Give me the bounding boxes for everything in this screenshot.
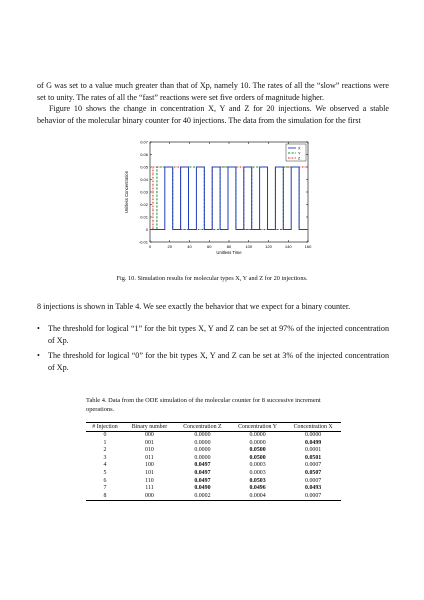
table-cell: 0.0501 <box>305 454 322 461</box>
table-cell: 111 <box>145 485 154 492</box>
table-cell: 7 <box>103 485 107 492</box>
table-cell: 0.0000 <box>194 439 211 446</box>
x-tick-label: 80 <box>226 244 232 249</box>
table-cell: 0 <box>103 432 107 438</box>
table-cell: 2 <box>103 447 107 454</box>
table-cell: 0.0499 <box>305 439 322 446</box>
table-row <box>86 485 341 493</box>
table-cell: 0.0497 <box>194 469 211 476</box>
table-cell: 0.0000 <box>194 454 211 461</box>
table-cell: 8 <box>86 493 124 501</box>
y-tick-label: 0.04 <box>140 176 148 182</box>
table-header-cell: Binary number <box>124 423 175 432</box>
x-tick-label: 140 <box>284 244 292 249</box>
table-cell: 0.0002 <box>175 493 230 501</box>
table-row <box>86 455 341 463</box>
table-cell: 0.0000 <box>305 432 322 438</box>
table-cell: 3 <box>103 454 107 461</box>
y-axis-label: Unitless Concentration <box>124 170 129 214</box>
y-tick-label: 0.01 <box>140 214 148 220</box>
table-cell: 0.0497 <box>194 462 211 469</box>
table-cell: 0.0003 <box>249 462 266 469</box>
table-cell: 5 <box>103 469 107 476</box>
x-tick-label: 120 <box>265 244 272 249</box>
table-cell: 100 <box>145 462 154 469</box>
table-cell: 0.0493 <box>305 485 322 492</box>
y-tick-label: 0.05 <box>140 164 148 170</box>
table-header-cell: # Injection <box>86 423 124 432</box>
table-cell: 0.0507 <box>305 469 322 476</box>
x-tick-label: 60 <box>207 244 212 249</box>
x-tick-label: 160 <box>304 244 312 249</box>
table-cell: 0.0503 <box>249 477 266 484</box>
table-cell: 110 <box>145 477 154 484</box>
y-tick-label: 0.03 <box>140 189 148 195</box>
table-cell: 0.0500 <box>249 454 266 461</box>
x-tick-label: 100 <box>245 244 253 249</box>
threshold-list <box>37 323 389 377</box>
table-row <box>86 470 341 478</box>
table-cell: 0.0007 <box>305 477 322 484</box>
table-row <box>86 493 341 501</box>
table-cell: 0.0000 <box>249 439 266 446</box>
table-cell: 001 <box>145 439 154 446</box>
y-tick-label: 0.02 <box>140 201 148 207</box>
x-axis-label: Unitless Time <box>216 250 242 255</box>
x-tick-label: 40 <box>187 244 192 249</box>
table-header-cell: Concentration X <box>285 423 341 432</box>
table-row <box>86 440 341 448</box>
table-header-cell: Concentration Y <box>230 423 285 432</box>
y-tick-label: -0.01 <box>138 239 148 245</box>
x-tick-label: 0 <box>148 244 152 249</box>
legend-label: Y <box>298 151 301 156</box>
table-row <box>86 462 341 470</box>
table-cell: 0.0500 <box>249 447 266 454</box>
table-cell: 000 <box>145 432 154 438</box>
table-caption: Table 4. Data from the ODE simulation of the molecular counter for 8 successive increment operations. <box>86 397 321 413</box>
list-item: • The threshold for logical “0” for the bit types X, Y and Z can be set at 3% of the injected concentration of Xp. <box>37 351 389 372</box>
table-cell: 0.0007 <box>285 493 341 501</box>
paragraph-table-ref: 8 injections is shown in Table 4. We see exactly the behavior that we expect for a binary counter. <box>37 302 351 311</box>
simulation-figure <box>110 138 316 268</box>
paragraph-figure-intro: Figure 10 shows the change in concentration X, Y and Z for 20 injections. We observed a stable behavior of the molecular binary counter for 40 injections. The data from the simulation for the first <box>37 104 389 125</box>
x-tick-label: 20 <box>167 244 172 249</box>
y-tick-label: 0.07 <box>140 139 148 145</box>
table-cell: 1 <box>103 439 107 446</box>
legend-label: Z <box>298 156 301 161</box>
list-item: • The threshold for logical “1” for the bit types X, Y and Z can be set at 97% of the injected concentration of Xp. <box>37 324 389 345</box>
table-row <box>86 478 341 486</box>
table-cell: 0.0003 <box>249 469 266 476</box>
table-cell: 0.0000 <box>194 432 211 438</box>
table-cell: 0.0001 <box>305 447 322 454</box>
table-cell: 011 <box>145 454 154 461</box>
table-cell: 4 <box>103 462 107 469</box>
table-cell: 0.0004 <box>230 493 285 501</box>
table-cell: 000 <box>124 493 175 501</box>
table-cell: 010 <box>145 447 154 454</box>
table-cell: 6 <box>103 477 107 484</box>
paragraph-continued: of G was set to a value much greater than that of Xp, namely 10. The rates of all the “slow” reactions were set to unity. The rates of all the “fast” reactions were set five orders of magnitude higher. <box>37 81 389 102</box>
table-row <box>86 432 341 440</box>
table-cell: 0.0490 <box>194 485 211 492</box>
table-cell: 0.0496 <box>249 485 266 492</box>
figure-caption: Fig. 10. Simulation results for molecular types X, Y and Z for 20 injections. <box>116 275 308 282</box>
table-cell: 0.0007 <box>305 462 322 469</box>
legend-label: X <box>298 146 301 151</box>
data-table <box>86 422 341 501</box>
table-cell: 0.0000 <box>249 432 266 438</box>
y-tick-label: 0 <box>145 226 148 232</box>
table-header-cell: Concentration Z <box>175 423 230 432</box>
table-cell: 0.0000 <box>194 447 211 454</box>
table-cell: 101 <box>145 469 154 476</box>
y-tick-label: 0.06 <box>140 151 148 157</box>
table-cell: 0.0497 <box>194 477 211 484</box>
simulation-chart <box>110 138 316 268</box>
table-row <box>86 447 341 455</box>
plot-area <box>150 142 308 242</box>
